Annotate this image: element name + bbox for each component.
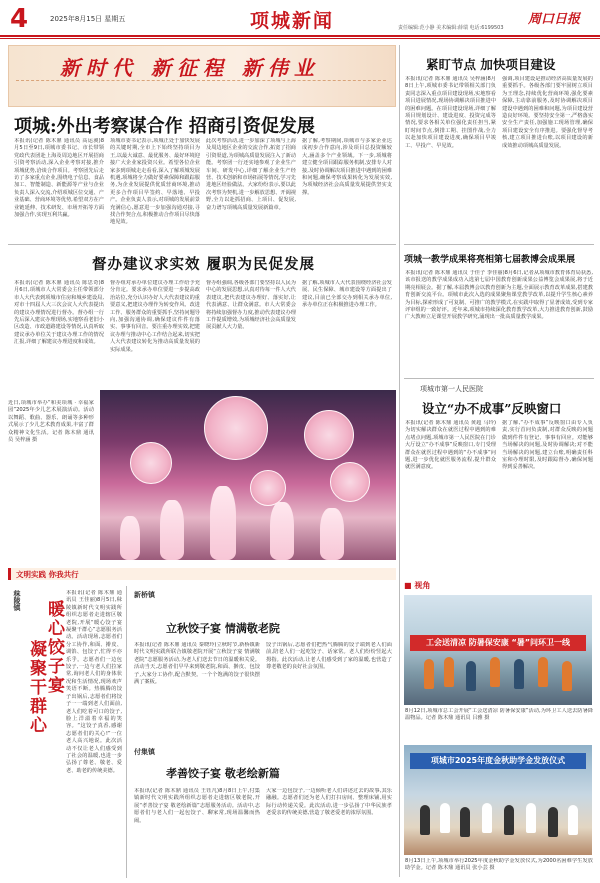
hospital-headline: 设立“办不成事”反映窗口	[422, 401, 562, 416]
right2-headline: 项城一教学成果将亮相第七届教博会成果展	[404, 255, 576, 265]
divider-right2	[404, 378, 594, 379]
divider-vertical	[126, 586, 127, 878]
right1-col1: 本报讯(记者 陈木鼎 通讯员 吴梓涵)8月8日上午,项城市委书记带领相关部门负责同志深入重点项目建设现场,实地察看项目进展情况,现场协调解决项目推进中的困难问题。在项目建设现场,详细了解项目规划设计、建设进度、投资完成等情况,要求各相关单位强化责任担当,紧盯时间节点,倒排工期、挂图作战,全力以赴加快项目建设进度,确保项目早竣工、早投产、早见效。	[405, 76, 496, 149]
person-figure	[460, 807, 470, 837]
person-figure	[490, 657, 500, 687]
right2-body: 本报讯(记者 陈木鼎 通讯员 于佳子 李佳丽)8月6日,记者从项城市教育体育局获悉,该市报送的教学成果成功入选第七届中国教育创新成果公益博览会成果展,将于近期亮相展会。据了解,本届教博会以教育创新为主题,全面展示教育改革成果,搭建教育创新交流平台。项城市此次入选的成果聚焦课堂教学改革,以提升学生核心素养为目标,探索形成了可复制、可推广的教学模式,在实践中取得了显著成效,受到专家评审组的一致好评。近年来,项城市持续深化教育教学改革,大力推进教育创新,鼓励广大教师立足课堂开展教学研究,涌现出一批高质量教学成果。	[405, 270, 593, 321]
umbrella-prop	[304, 410, 354, 460]
camera-icon: ■	[404, 581, 415, 590]
civic-section-title: 文明实践 你我共行	[16, 570, 79, 579]
fuji-body	[134, 788, 392, 878]
person-figure	[440, 803, 450, 833]
banner-decoration	[16, 80, 386, 100]
umbrella-prop	[204, 396, 268, 460]
article1-col2: 项城市委书记表示,项城正处于加快发展的关键时期,全市上下始终坚持项目为王,以最大诚意、最优服务、最好环境迎接广大企业家投资兴业。希望各位企业家多到项城走走看看,深入了解项城发展机遇,项城将全力做好要素保障和跟踪服务,为企业发展提供优质营商环境,推动更多合作项目早签约、早落地、早投产。企业负责人表示,对项城的发展前景充满信心,愿意进一步加强沟通对接,寻找合作契合点,积极推动合作项目尽快落地见效。	[110, 138, 200, 226]
photo-caption: 近日,项城市举办“和美项城 · 幸福家园”2025年少儿艺术展演活动。活动以舞蹈、歌曲、器乐、朗诵等多种形式展示了少儿艺术教育成果,丰富了群众精神文化生活。记者 陈木鼎 通讯员 吴梓涵 摄	[8, 400, 94, 444]
person-figure	[420, 805, 430, 835]
hospital-body	[405, 420, 593, 570]
article1-col3: 此次考察活动,进一步加深了项城与上海及周边地区企业的交流合作,拓宽了招商引资渠道,为项城高质量发展注入了新动能。考察团一行还实地参观了企业生产车间、研发中心,详细了解企业生产经营、技术创新和市场拓展等情况,学习先进地区经验做法。大家纷纷表示,要以此次考察为契机,进一步解放思想、开阔视野,全力以赴抓招商、上项目、促发展,奋力谱写项城高质量发展新篇章。	[206, 138, 296, 211]
issue-date: 2025年8月15日 星期五	[50, 15, 126, 23]
dancer-figure	[270, 502, 294, 560]
divider-right1	[404, 244, 594, 245]
slogan-text: 新时代 新征程 新伟业	[60, 56, 320, 80]
person-figure	[562, 661, 572, 691]
fuji-col2: 大家一边包饺子,一边倾听老人们讲述过去的故事,其乐融融。志愿者们还为老人们打扫房间、整理床铺,用实际行动传递关爱。此次活动,进一步弘扬了中华民族孝老爱亲的传统美德,营造了敬老爱老的浓厚氛围。	[266, 788, 392, 817]
dumplings-headline-1: 暖心饺子宴	[44, 600, 64, 695]
photo-section-title: 视角	[414, 581, 431, 590]
sanitation-photo	[404, 595, 592, 705]
dumplings-body: 本报讯(记者 陈木鼎 通讯员 王佳丽)8月5日,秣陵镇新时代文明实践所组织志愿者走进辖区敬老院,开展“暖心饺子宴 凝聚干群心”志愿服务活动。活动现场,志愿者们分工协作,和面、擀皮、调馅、包饺子,忙得不亦乐乎。志愿者们一边包饺子,一边与老人们拉家常,询问老人们的身体状况和生活情况,现场欢声笑语不断。热腾腾的饺子出锅后,志愿者们将饺子一一端到老人们面前,老人们吃着可口的饺子,脸上洋溢着幸福的笑容。“这饺子真香,感谢志愿者们的关心!”一位老人高兴地说。此次活动不仅让老人们感受到了社会的温暖,也进一步弘扬了尊老、敬老、爱老、助老的传统美德。	[66, 590, 122, 774]
article-middle-headline: 督办建议求实效 履职为民促发展	[92, 256, 316, 273]
article-middle-body	[14, 280, 394, 380]
newspaper-logo: 周口日报	[528, 12, 581, 27]
photo-banner-sanitation: 工会送清凉 防暑保安康 “暑”问环卫一线	[410, 635, 586, 651]
dancer-figure	[120, 516, 140, 560]
photo-banner-scholarship: 项城市2025年度金秋助学金发放仪式	[410, 753, 586, 769]
person-figure	[548, 807, 558, 837]
xinqiao-col1: 本报讯(记者 陈木鼎 通讯员 秦晓玲)立秋时节,新桥镇新时代文明实践所联合镇敬老院开展“立秋饺子宴 情满敬老院”志愿服务活动,为老人们送去节日的温暖和关爱。活动当天,志愿者们早早来到敬老院,和面、擀皮、包饺子,大家分工协作,配合默契。一个个饱满的饺子很快摆满了案板。	[134, 642, 260, 686]
fuji-town: 付集镇	[134, 748, 155, 756]
section-title: 项城新闻	[250, 10, 335, 32]
dancer-figure	[160, 500, 184, 560]
dancer-figure	[320, 508, 344, 560]
person-figure	[424, 659, 434, 689]
xinqiao-body	[134, 642, 392, 730]
scholarship-photo	[404, 745, 592, 855]
photo-section-label	[404, 580, 430, 591]
dance-photo	[100, 390, 396, 560]
photo-caption-sanitation: 8月12日,项城市总工会开展“工会送清凉 防暑保安康”活动,为环卫工人送去防暑降温物品。记者 陈木鼎 通讯员 吕雅 摄	[405, 708, 593, 722]
article-middle-col1: 本报讯(记者 陈木鼎 通讯员 陈思奇)8月6日,项城市人大常委会主任带领部分市人大代表到项城市住房和城乡建设局,对市十四届人大三次会议人大代表提出的建议办理情况进行督办。督办组一行先后深入建议办理现场,实地察看老旧小区改造、市政道路建设等情况,认真听取建议承办单位关于建议办理工作的情况汇报,详细了解建议办理进度和成效。	[14, 280, 104, 346]
person-figure	[466, 661, 476, 691]
right1-col2: 强调,项目建设是推动经济高质量发展的重要抓手。各级各部门要牢固树立项目为王理念,持续优化营商环境,强化要素保障,主动靠前服务,及时协调解决项目建设中遇到的困难和问题,为项目建设营造良好环境。要坚持安全第一,严格落实安全生产责任,加强施工现场管理,确保项目建设安全有序推进。要强化督导考核,建立项目推进台账,以项目建设的新成效推动项城高质量发展。	[502, 76, 593, 149]
right1-headline: 紧盯节点 加快项目建设	[426, 57, 556, 72]
person-figure	[444, 657, 454, 687]
umbrella-prop	[250, 470, 286, 506]
xinqiao-town: 新桥镇	[134, 591, 155, 599]
article1-body	[14, 138, 394, 238]
article-middle-col4: 据了解,项城市人大代表围绕经济社会发展、民生保障、城市建设等方面提出了建议,目前已全部交办到相关承办单位,承办单位正在积极推进办理工作。	[302, 280, 392, 309]
dumplings-headline-2: 凝聚干群心	[26, 640, 46, 735]
hospital-col2: 据了解,“办不成事”反映窗口由专人负责,实行首问负责制,对群众反映的问题做到件件有登记、事事有回应。对能够当场解决的问题,及时协调解决;对不能当场解决的问题,建立台账,明确责任科室和办理时限,及时跟踪督办,确保问题得到妥善解决。	[502, 420, 593, 471]
person-figure	[514, 659, 524, 689]
xinqiao-headline: 立秋饺子宴 情满敬老院	[166, 622, 280, 635]
fuji-headline: 孝善饺子宴 敬老绘新篇	[166, 767, 280, 780]
fuji-col1: 本报讯(记者 陈木鼎 通讯员 王钰凡)8月8日上午,付集镇新时代文明实践所组织志愿者走进辖区敬老院,开展“孝善饺子宴 敬老绘新篇”志愿服务活动。活动中,志愿者们与老人们一起包饺子、聊家常,现场温馨而热闹。	[134, 788, 260, 824]
person-figure	[538, 657, 548, 687]
header-rule-thin	[0, 38, 600, 39]
person-figure	[568, 805, 578, 835]
person-figure	[482, 803, 492, 833]
article1-headline: 项城:外出考察谋合作 招商引资促发展	[14, 116, 315, 137]
umbrella-prop	[330, 462, 370, 502]
umbrella-prop	[130, 442, 172, 484]
header-rule	[0, 35, 600, 37]
divider-article1	[8, 244, 396, 245]
person-figure	[504, 805, 514, 835]
article-middle-col2: 督办组对承办单位建议办理工作给予充分肯定。要求承办单位要进一步提高政治站位,充分认识办好人大代表建议的重要意义,把建议办理作为转变作风、改进工作、服务群众的重要抓手,坚持问题导向,加强沟通协调,确保建议件件有落实、事事有回音。要注重办理实效,把建议办理与推动中心工作结合起来,切实把人大代表建议转化为推动高质量发展的实际成果。	[110, 280, 200, 353]
hospital-col1: 本报讯(记者 陈木鼎 通讯员 黄超 马玲)为切实解决群众在就医过程中遇到的难点堵点问题,项城市第一人民医院在门诊大厅设立“办不成事”反映窗口,专门受理群众在就医过程中遇到的“办不成事”问题,进一步优化就医服务流程,提升群众就医满意度。	[405, 420, 496, 471]
dancer-figure	[210, 486, 236, 560]
dumplings-town: 秣陵镇	[13, 590, 22, 611]
article1-col1: 本报讯(记者 陈木鼎 通讯员 高运昶)8月5日至9日,项城市委书记、市长带领党政代表团赴上海及周边地区开展招商引资考察活动,深入企业考察对接,推介项城优势,洽谈合作项目。考察团先后走访了多家重点企业,围绕电子信息、食品加工、智能制造、新能源等产业与企业负责人深入交流,介绍项城区位交通、产业基础、营商环境等优势,希望双方在产业链延伸、技术研发、市场开拓等方面加强合作,实现互利共赢。	[14, 138, 104, 219]
right1-body	[405, 76, 593, 234]
hospital-source: 项城市第一人民医院	[420, 385, 483, 393]
page-number: 4	[10, 4, 29, 34]
article1-col4: 据了解,考察期间,项城市与多家企业达成初步合作意向,涉及项目总投资额较大,涵盖多个产业领域。下一步,项城将建立健全项目跟踪服务机制,安排专人对接,及时协调解决项目推进中遇到的困难和问题,确保考察成果转化为发展实效,为项城经济社会高质量发展提供坚实支撑。	[302, 138, 392, 196]
divider-right-column	[399, 45, 400, 877]
photo-caption-scholarship: 8月13日上午,项城市举行2025年度金秋助学金发放仪式,为2000名困难学生发放助学金。记者 陈木鼎 通讯员 张小芸 摄	[405, 858, 593, 872]
xinqiao-col2: 饺子出锅后,志愿者们把热气腾腾的饺子端到老人们面前,陪老人们一起吃饺子、话家常。老人们纷纷竖起大拇指。此次活动,让老人们感受到了家的温暖,也营造了尊老敬老的良好社会氛围。	[266, 642, 392, 671]
person-figure	[526, 803, 536, 833]
editors-line: 责任编辑:范小静 美术编辑:薛瑞 电话:6199503	[398, 25, 504, 31]
article-middle-col3: 督办组强调,各级各部门要坚持以人民为中心的发展思想,认真对待每一件人大代表建议,把代表建议办理好、落实好,让代表满意、让群众满意。市人大常委会将持续加强督办力度,推动代表建议办理工作提质增效,为项城经济社会高质量发展贡献人大力量。	[206, 280, 296, 331]
